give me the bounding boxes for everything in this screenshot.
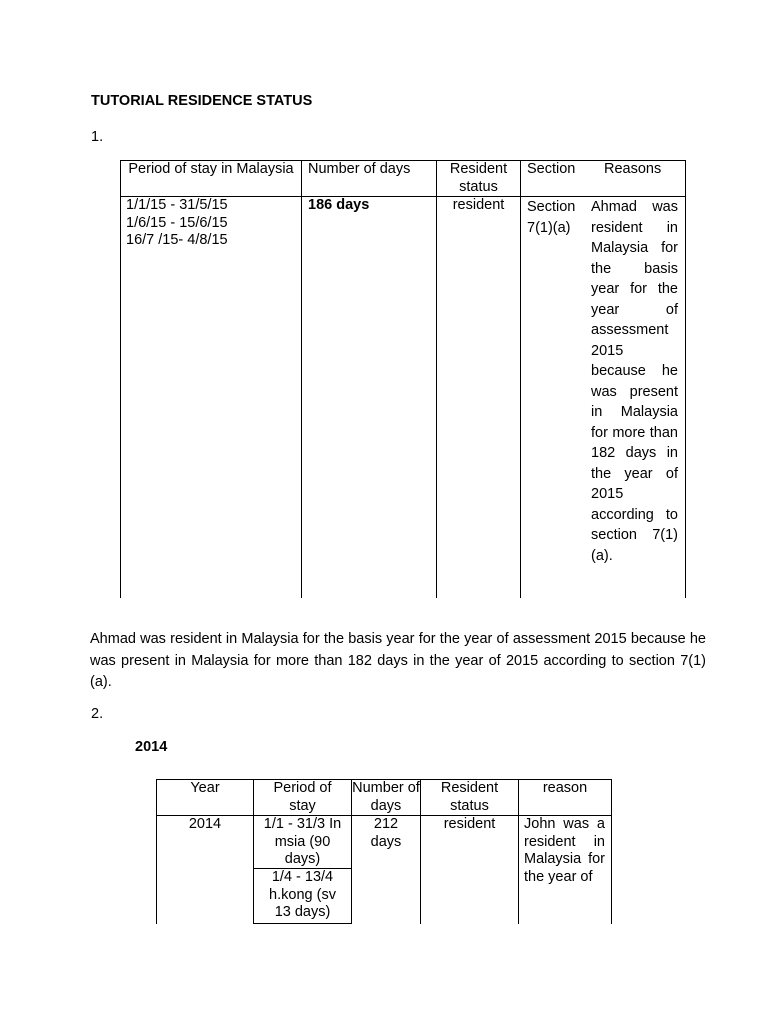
period-item: 1/6/15 - 15/6/15 [126, 214, 228, 231]
period-item: 1/1/15 - 31/5/15 [126, 197, 228, 213]
header-section: Section [527, 161, 576, 177]
year-heading: 2014 [135, 739, 168, 755]
status-value: resident [443, 816, 496, 832]
days-value: 186 days [308, 197, 370, 213]
period-malaysia: 1/1 - 31/3 In msia (90 days) [263, 816, 342, 867]
period-hongkong: 1/4 - 13/4 h.kong (sv 13 days) [269, 869, 336, 920]
question-1-number: 1. [91, 129, 104, 145]
table-border [436, 160, 437, 598]
reason-value: John was a resident in Malaysia for the year of [524, 816, 605, 885]
conclusion-paragraph: Ahmad was resident in Malaysia for the basis year for the year of assessment 2015 because he was present in Malaysia for more than 182 days in the year of 2015 according to section 7(1)(a). [90, 631, 706, 690]
year-value: 2014 [188, 816, 222, 832]
header-days: Number of days [308, 161, 411, 177]
header-year: Year [190, 780, 220, 796]
table-border [520, 160, 521, 598]
section-value [527, 197, 587, 238]
table-border [611, 779, 612, 924]
table-border [685, 160, 686, 598]
period-item: 16/7 /15- 4/8/15 [126, 232, 228, 248]
residence-table-1 [120, 160, 686, 598]
page-title: TUTORIAL RESIDENCE STATUS [91, 93, 313, 109]
reasons-value [591, 197, 678, 566]
header-status: Resident status [440, 780, 499, 814]
question-2-number: 2. [91, 706, 104, 722]
residence-table-2 [156, 779, 612, 924]
header-reasons: Reasons [604, 161, 662, 177]
header-status: Resident status [449, 161, 508, 195]
period-list [126, 197, 300, 250]
table-border [253, 923, 351, 924]
table-border [120, 160, 121, 598]
reasons-text: Ahmad was resident in Malaysia for the basis year for the year of assessment 2015 because he was present in Malaysia for more than 182 days in the year of 2015 according to section 7(1)(a). [591, 199, 678, 564]
table-border [301, 160, 302, 598]
table-border [156, 779, 157, 924]
section-line: 7(1)(a) [527, 219, 571, 236]
status-value: resident [452, 197, 505, 213]
header-period: Period of stay [273, 780, 332, 814]
header-period: Period of stay in Malaysia [128, 161, 294, 177]
days-value: 212 days [370, 816, 402, 850]
section-line: Section [527, 199, 576, 215]
table-border [518, 779, 519, 924]
header-reason: reason [542, 780, 588, 796]
header-days: Number of days [352, 780, 420, 814]
